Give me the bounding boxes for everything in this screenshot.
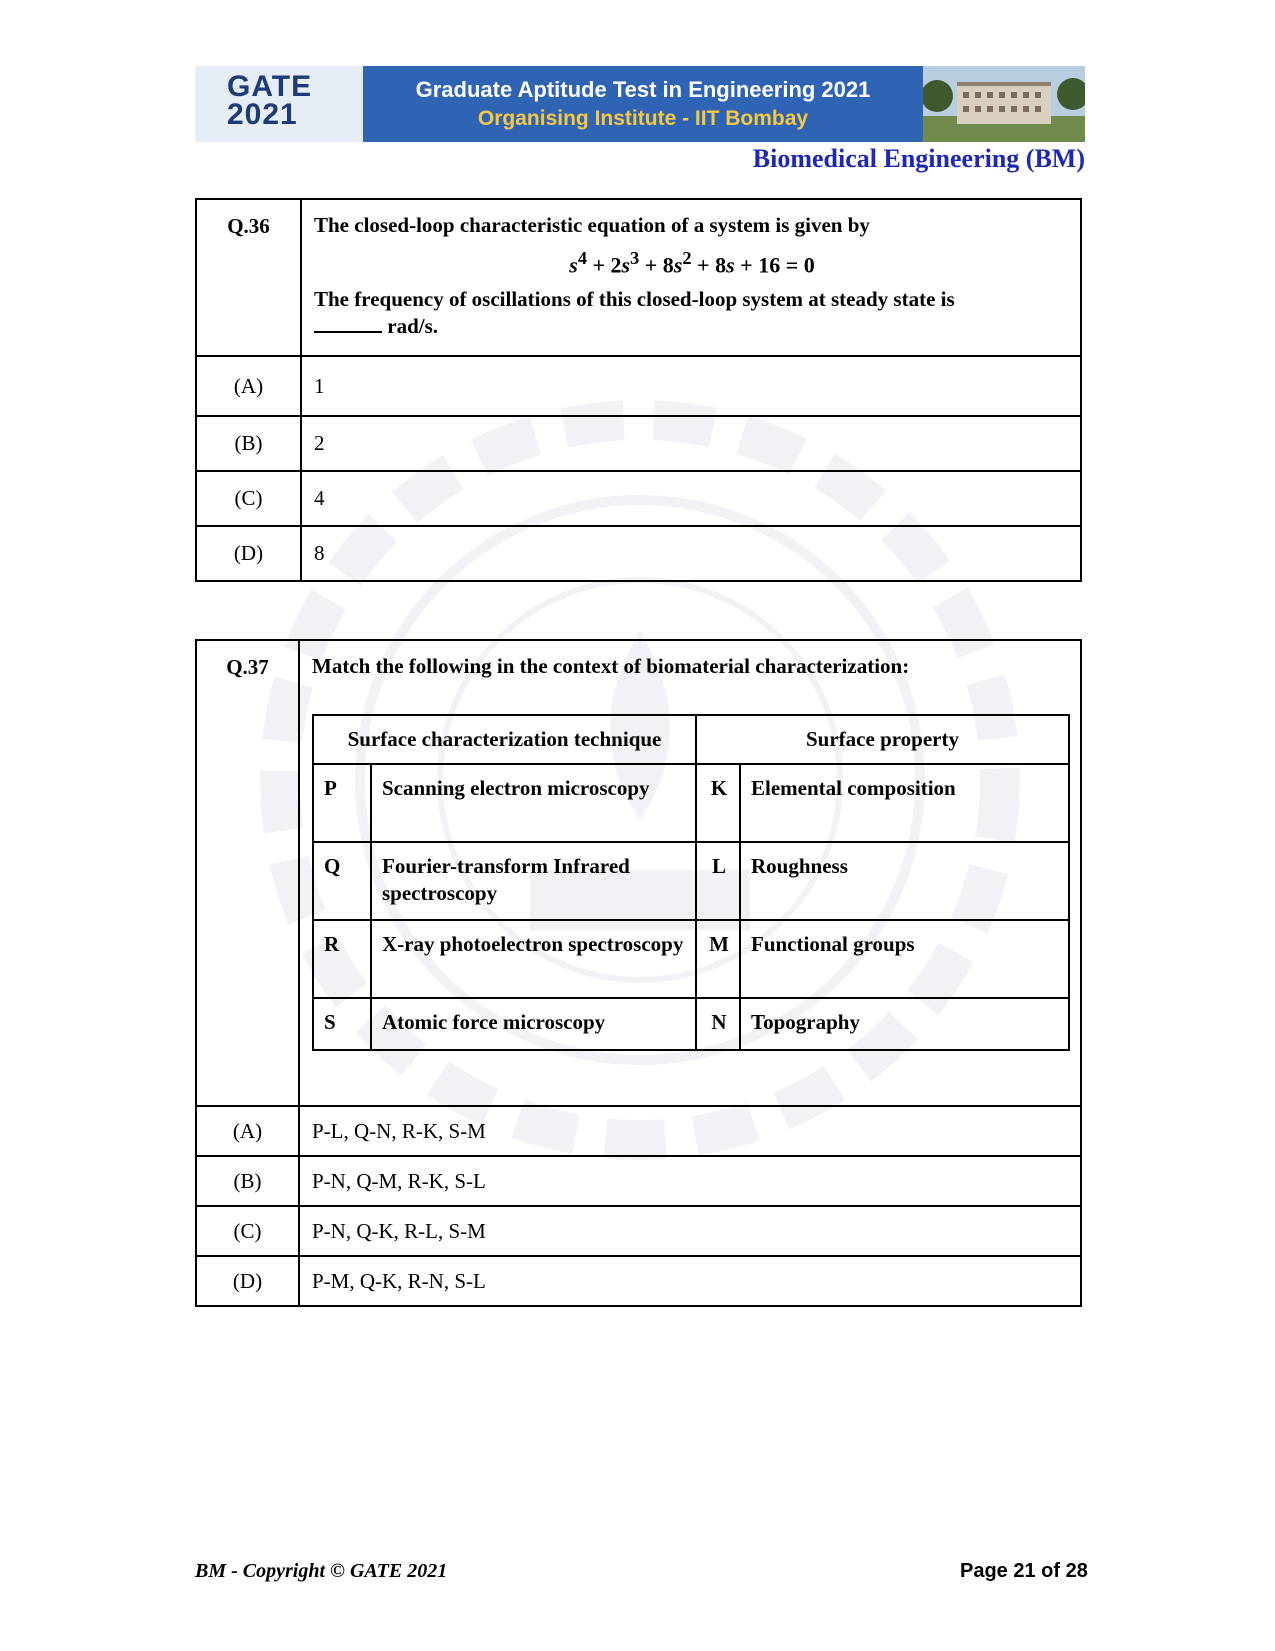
- option-text: 4: [301, 471, 1081, 526]
- characteristic-equation: $s^4 + 2s^3 + 8s^2 + 8s + 16 = 0$: [569, 248, 815, 278]
- property-letter: M: [696, 920, 740, 998]
- option-label: (B): [196, 416, 301, 471]
- question-37-table: [195, 639, 1082, 1307]
- banner-text: [363, 66, 923, 142]
- answer-blank: [314, 313, 382, 333]
- option-label: (D): [196, 526, 301, 581]
- banner-title: Graduate Aptitude Test in Engineering 2021: [415, 77, 871, 102]
- option-text: 2: [301, 416, 1081, 471]
- property-name: Elemental composition: [740, 764, 1069, 842]
- header-banner: [195, 66, 1085, 142]
- option-label: (A): [196, 1106, 299, 1156]
- logo-year: 2021: [227, 98, 298, 131]
- option-text: P-M, Q-K, R-N, S-L: [299, 1256, 1081, 1306]
- page-number: Page 21 of 28: [960, 1560, 1088, 1582]
- logo-word: GATE: [227, 70, 313, 103]
- technique-name: Scanning electron microscopy: [371, 764, 696, 842]
- option-label: (C): [196, 1206, 299, 1256]
- campus-building-image: [923, 66, 1085, 142]
- option-label: (B): [196, 1156, 299, 1206]
- campus-photo: [923, 66, 1085, 142]
- option-label: (C): [196, 471, 301, 526]
- technique-name: Atomic force microscopy: [371, 998, 696, 1050]
- question-number: Q.36: [196, 199, 301, 356]
- property-name: Roughness: [740, 842, 1069, 920]
- question-36-body: [301, 199, 1081, 356]
- property-name: Topography: [740, 998, 1069, 1050]
- question-36-table: [195, 198, 1082, 582]
- copyright-footer: BM - Copyright © GATE 2021: [195, 1560, 448, 1582]
- option-text: 1: [301, 356, 1081, 416]
- option-text: 8: [301, 526, 1081, 581]
- subject-title: Biomedical Engineering (BM): [752, 144, 1085, 173]
- option-label: (A): [196, 356, 301, 416]
- technique-letter: S: [313, 998, 371, 1050]
- question-stem: Match the following in the context of biomaterial characterization:: [312, 654, 910, 678]
- option-label: (D): [196, 1256, 299, 1306]
- technique-column-header: Surface characterization technique: [313, 715, 696, 764]
- property-letter: L: [696, 842, 740, 920]
- question-line: The frequency of oscillations of this closed-loop system at steady state is: [314, 287, 955, 312]
- property-letter: N: [696, 998, 740, 1050]
- technique-name: X-ray photoelectron spectroscopy: [371, 920, 696, 998]
- technique-letter: P: [313, 764, 371, 842]
- technique-letter: R: [313, 920, 371, 998]
- answer-blank-line: [314, 313, 1070, 340]
- property-name: Functional groups: [740, 920, 1069, 998]
- answer-unit: rad/s.: [387, 314, 439, 339]
- gate-logo: [195, 66, 363, 142]
- property-letter: K: [696, 764, 740, 842]
- option-text: P-N, Q-K, R-L, S-M: [299, 1206, 1081, 1256]
- question-number: Q.37: [196, 640, 299, 1106]
- question-37-body: [299, 640, 1081, 1106]
- technique-name: Fourier-transform Infrared spectroscopy: [371, 842, 696, 920]
- property-column-header: Surface property: [696, 715, 1069, 764]
- option-text: P-N, Q-M, R-K, S-L: [299, 1156, 1081, 1206]
- option-text: P-L, Q-N, R-K, S-M: [299, 1106, 1081, 1156]
- banner-subtitle: Organising Institute - IIT Bombay: [477, 107, 809, 130]
- question-stem: The closed-loop characteristic equation of a system is given by: [314, 213, 870, 237]
- technique-letter: Q: [313, 842, 371, 920]
- match-table: [312, 714, 1070, 1051]
